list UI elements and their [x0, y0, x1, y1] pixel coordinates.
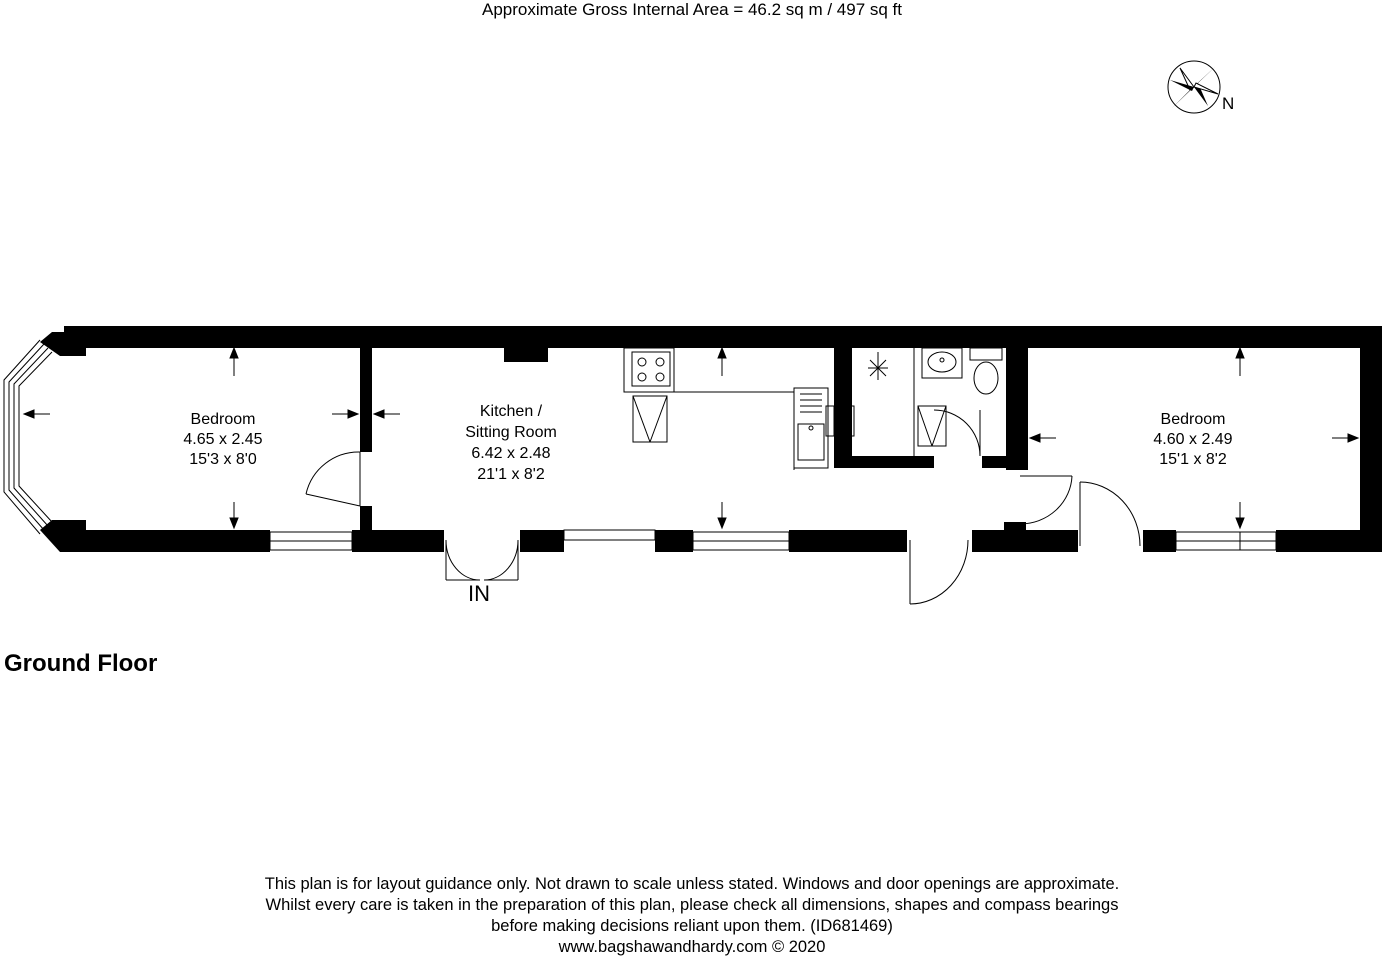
- disclaimer: [0, 874, 1384, 958]
- room-name: Bedroom: [1160, 411, 1226, 428]
- compass-north-label: N: [1222, 94, 1235, 113]
- room-metric: 6.42 x 2.48: [471, 445, 551, 462]
- room-name-line2: Sitting Room: [465, 424, 557, 441]
- room-kitchen-sitting: [465, 403, 557, 483]
- floor-label: Ground Floor: [4, 650, 158, 677]
- room-metric: 4.65 x 2.45: [183, 431, 263, 448]
- disclaimer-line-2: Whilst every care is taken in the preparation of this plan, please check all dimensions, shapes and compass bearings: [265, 896, 1119, 914]
- entrance-label: IN: [468, 581, 490, 606]
- gross-area-title: Approximate Gross Internal Area = 46.2 sq m / 497 sq ft: [481, 0, 903, 19]
- room-metric: 4.60 x 2.49: [1153, 431, 1233, 448]
- disclaimer-line-3: before making decisions reliant upon them. (ID681469): [491, 917, 893, 935]
- room-name-line1: Kitchen /: [479, 403, 543, 420]
- room-name: Bedroom: [190, 411, 256, 428]
- room-imperial: 21'1 x 8'2: [477, 466, 545, 483]
- cupboard-icon: [918, 406, 946, 446]
- room-bedroom-1: [183, 411, 262, 468]
- washbasin-icon: [922, 348, 962, 378]
- toilet-icon: [970, 348, 1002, 394]
- bay-window: [4, 340, 52, 534]
- room-bedroom-2: [1153, 411, 1232, 468]
- appliance-icon: [633, 396, 667, 442]
- shower-icon: [868, 348, 914, 456]
- website-copyright: www.bagshawandhardy.com © 2020: [558, 938, 826, 956]
- room-imperial: 15'1 x 8'2: [1159, 451, 1227, 468]
- compass-icon: [1168, 61, 1220, 113]
- room-imperial: 15'3 x 8'0: [189, 451, 257, 468]
- disclaimer-line-1: This plan is for layout guidance only. Not drawn to scale unless stated. Windows and door openings are approximate.: [264, 875, 1120, 893]
- kitchen-hob-icon: [624, 348, 794, 470]
